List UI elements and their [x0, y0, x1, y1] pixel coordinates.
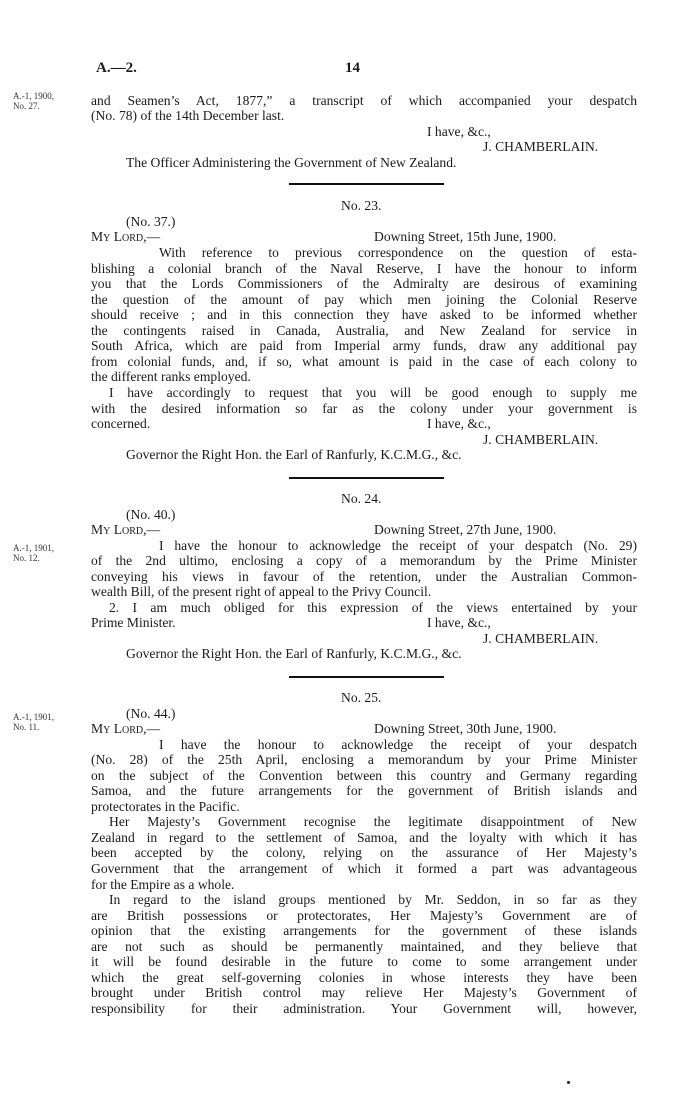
section-divider — [289, 477, 444, 479]
body-line: Her Majesty’s Government recognise the legitimate disappointment of New — [109, 814, 637, 829]
salutation: My Lord,— — [91, 229, 161, 244]
section-divider — [289, 183, 444, 185]
body-line: with the desired information so far as the colony under your government is — [91, 401, 637, 416]
addressee: Governor the Right Hon. the Earl of Ranfurly, K.C.M.G., &c. — [126, 447, 462, 462]
signature: J. CHAMBERLAIN. — [483, 432, 599, 447]
despatch-heading: No. 25. — [341, 690, 382, 705]
body-line: Samoa, and the future arrangements for the government of British islands and — [91, 783, 637, 798]
body-line: With reference to previous correspondence on the question of esta- — [159, 245, 637, 260]
body-line: and Seamen’s Act, 1877,” a transcript of which accompanied your despatch — [91, 93, 637, 108]
body-line: are not such as should be permanently maintained, and they believe that — [91, 939, 637, 954]
body-line: opinion that the existing arrangements for the government of these islands — [91, 923, 637, 938]
place-date: Downing Street, 15th June, 1900. — [374, 229, 557, 244]
document-reference: A.—2. — [96, 60, 137, 76]
body-line: should receive ; and in this connection they have asked to be informed whether — [91, 307, 637, 322]
despatch-ref: (No. 44.) — [126, 706, 176, 721]
body-line: responsibility for their administration. Your Government will, however, — [91, 1001, 637, 1016]
body-line: I have accordingly to request that you will be good enough to supply me — [109, 385, 637, 400]
body-line: (No. 28) of the 25th April, enclosing a memorandum by your Prime Minister — [91, 752, 637, 767]
despatch-ref: (No. 40.) — [126, 507, 176, 522]
body-line: the different ranks employed. — [91, 369, 251, 384]
body-line: Zealand in regard to the settlement of Samoa, and the loyalty with which it has — [91, 830, 637, 845]
body-line: conveying his views in favour of the retention, under the Australian Common- — [91, 569, 637, 584]
print-speck — [567, 1081, 570, 1084]
body-line: brought under British control may relieve Her Majesty’s Government of — [91, 985, 637, 1000]
signature: J. CHAMBERLAIN. — [483, 631, 599, 646]
body-line: are British possessions or protectorates, Her Majesty’s Government are of — [91, 908, 637, 923]
section-divider — [289, 676, 444, 678]
body-line: of the 2nd ultimo, enclosing a copy of a memorandum by the Prime Minister — [91, 553, 637, 568]
body-line: 2. I am much obliged for this expression of the views entertained by your — [109, 600, 637, 615]
body-line: been accepted by the colony, relying on the assurance of Her Majesty’s — [91, 845, 637, 860]
addressee: The Officer Administering the Government of New Zealand. — [126, 155, 457, 170]
body-line: I have the honour to acknowledge the receipt of your despatch (No. 29) — [159, 538, 637, 553]
body-line: the contingents raised in Canada, Australia, and New Zealand for service in — [91, 323, 637, 338]
body-line: concerned. — [91, 416, 151, 431]
body-line: it will be found desirable in the future to come to some arrangement under — [91, 954, 637, 969]
body-line: on the subject of the Convention between this country and Germany regarding — [91, 768, 637, 783]
body-line: Prime Minister. — [91, 615, 176, 630]
body-line: for the Empire as a whole. — [91, 877, 235, 892]
side-note-n24: A.-1, 1901, No. 12. — [13, 543, 54, 563]
despatch-heading: No. 23. — [341, 198, 382, 213]
place-date: Downing Street, 30th June, 1900. — [374, 721, 557, 736]
closing: I have, &c., — [427, 124, 491, 139]
despatch-ref: (No. 37.) — [126, 214, 176, 229]
body-line: wealth Bill, of the present right of appeal to the Privy Council. — [91, 584, 432, 599]
body-line: I have the honour to acknowledge the receipt of your despatch — [159, 737, 637, 752]
body-line: In regard to the island groups mentioned by Mr. Seddon, in so far as they — [109, 892, 637, 907]
body-line: the question of the amount of pay which men joining the Colonial Reserve — [91, 292, 637, 307]
addressee: Governor the Right Hon. the Earl of Ranfurly, K.C.M.G., &c. — [126, 646, 462, 661]
body-line: you that the Lords Commissioners of the Admiralty are desirous of examining — [91, 276, 637, 291]
place-date: Downing Street, 27th June, 1900. — [374, 522, 557, 537]
closing: I have, &c., — [427, 416, 491, 431]
side-note-n22: A.-1, 1900, No. 27. — [13, 91, 54, 111]
signature: J. CHAMBERLAIN. — [483, 139, 599, 154]
body-line: (No. 78) of the 14th December last. — [91, 108, 285, 123]
body-line: which the great self-governing colonies in whose interests they have been — [91, 970, 637, 985]
body-line: from colonial funds, and, if so, what amount is paid in the case of each colony to — [91, 354, 637, 369]
body-line: blishing a colonial branch of the Naval Reserve, I have the honour to inform — [91, 261, 637, 276]
despatch-heading: No. 24. — [341, 491, 382, 506]
side-note-n25: A.-1, 1901, No. 11. — [13, 712, 54, 732]
page-number: 14 — [345, 60, 360, 76]
body-line: protectorates in the Pacific. — [91, 799, 240, 814]
closing: I have, &c., — [427, 615, 491, 630]
salutation: My Lord,— — [91, 522, 161, 537]
salutation: My Lord,— — [91, 721, 161, 736]
body-line: South Africa, which are paid from Imperial army funds, draw any additional pay — [91, 338, 637, 353]
body-line: Government that the arrangement of which it formed a part was advantageous — [91, 861, 637, 876]
